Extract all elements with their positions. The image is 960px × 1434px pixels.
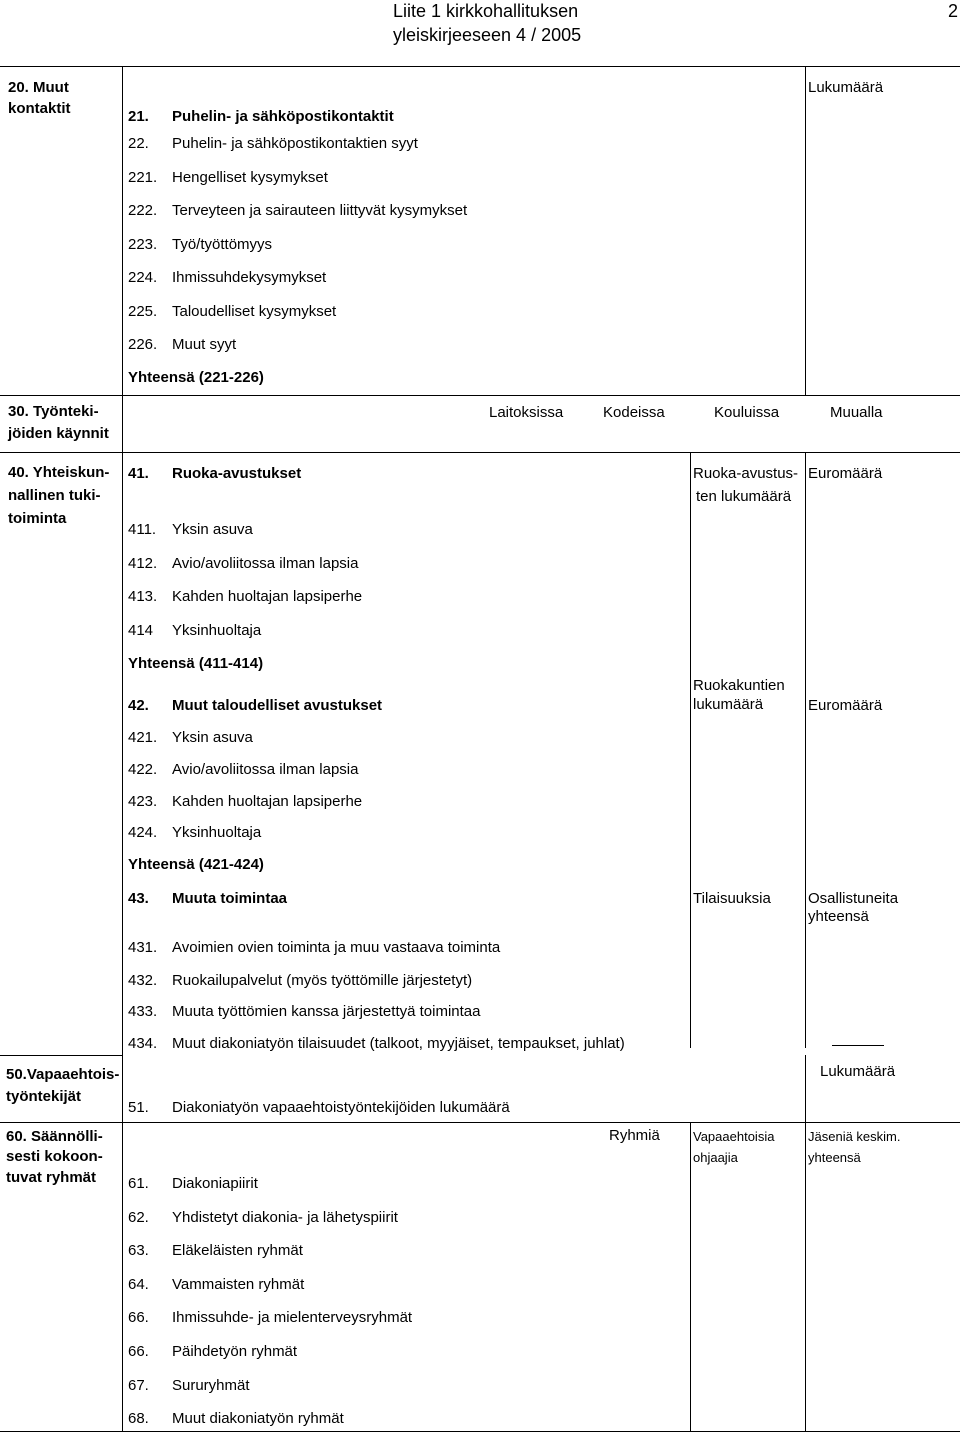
s20-item-text: Puhelin- ja sähköpostikontaktit — [172, 108, 394, 125]
s20-item-num: 224. — [128, 269, 158, 286]
s60-col3-line2: yhteensä — [808, 1150, 861, 1165]
g41-col2: Euromäärä — [808, 465, 883, 482]
g41-item-num: 411. — [128, 521, 157, 538]
s60-col3-line1: Jäseniä keskim. — [808, 1129, 901, 1144]
s20-item-text: Terveyteen ja sairauteen liittyvät kysymykset — [172, 202, 468, 219]
g43-item-num: 434. — [128, 1035, 158, 1052]
s60-col-ryhmia: Ryhmiä — [609, 1127, 660, 1144]
s20-item-num: 225. — [128, 303, 158, 320]
s60-item-text: Yhdistetyt diakonia- ja lähetyspiirit — [172, 1209, 398, 1226]
rule-s40-col1 — [690, 452, 691, 1048]
s60-item-num: 66. — [128, 1309, 149, 1326]
g41-item-num: 413. — [128, 588, 158, 605]
g43-item-text: Ruokailupalvelut (myös työttömille järjestetyt) — [172, 972, 473, 989]
g41-total: Yhteensä (411-414) — [128, 655, 264, 672]
s60-label-2: sesti kokoon- — [6, 1148, 103, 1165]
g43-item-text: Avoimien ovien toiminta ja muu vastaava toiminta — [172, 939, 501, 956]
g41-col1-line2: ten lukumäärä — [696, 488, 792, 505]
g41-num: 41. — [128, 465, 149, 482]
s60-item-num: 62. — [128, 1209, 149, 1226]
s20-item-text: Ihmissuhdekysymykset — [172, 269, 327, 286]
s20-item-num: 21. — [128, 108, 149, 125]
s60-label-3: tuvat ryhmät — [6, 1169, 97, 1186]
s60-item-num: 63. — [128, 1242, 149, 1259]
g41-item-text: Yksinhuoltaja — [172, 622, 262, 639]
rule-s20-count — [805, 66, 806, 395]
s40-label-2: nallinen tuki- — [8, 487, 101, 504]
s20-item-num: 223. — [128, 236, 158, 253]
s20-item-num: 222. — [128, 202, 158, 219]
g43-item-num: 432. — [128, 972, 158, 989]
s30-col-kodeissa: Kodeissa — [603, 404, 665, 421]
g42-total: Yhteensä (421-424) — [128, 856, 264, 873]
s60-item-text: Sururyhmät — [172, 1377, 250, 1394]
header-line-1: Liite 1 kirkkohallituksen — [393, 1, 579, 21]
g43-item-text: Muut diakoniatyön tilaisuudet (talkoot, myyjäiset, tempaukset, juhlat) — [172, 1035, 625, 1052]
s60-item-num: 67. — [128, 1377, 149, 1394]
header-line-2: yleiskirjeeseen 4 / 2005 — [393, 25, 582, 45]
s60-item-text: Päihdetyön ryhmät — [172, 1343, 298, 1360]
s20-item-num: 22. — [128, 135, 149, 152]
rule-s60-col2 — [805, 1122, 806, 1432]
s60-item-num: 61. — [128, 1175, 149, 1192]
s20-label-1: 20. Muut — [8, 79, 69, 96]
g42-item-num: 423. — [128, 793, 158, 810]
s60-item-num: 66. — [128, 1343, 149, 1360]
g42-col1-line1: Ruokakuntien — [693, 677, 785, 694]
s60-item-text: Muut diakoniatyön ryhmät — [172, 1410, 344, 1427]
s60-col2-line1: Vapaaehtoisia — [693, 1129, 775, 1144]
g43-title: Muuta toimintaa — [172, 890, 287, 907]
s30-col-muualla: Muualla — [830, 404, 883, 421]
rule-bottom — [0, 1431, 960, 1432]
g42-title: Muut taloudelliset avustukset — [172, 697, 383, 714]
rule-s40-top — [0, 452, 960, 453]
g43-item-num: 431. — [128, 939, 158, 956]
rule-s60-top — [0, 1122, 960, 1123]
s60-item-num: 68. — [128, 1410, 149, 1427]
s20-item-text: Työ/työttömyys — [172, 236, 273, 253]
s20-item-text: Hengelliset kysymykset — [172, 169, 328, 186]
s20-item-text: Taloudelliset kysymykset — [172, 303, 337, 320]
s50-item-num: 51. — [128, 1099, 149, 1116]
s60-col2-line2: ohjaajia — [693, 1150, 738, 1165]
s50-item-text: Diakoniatyön vapaaehtoistyöntekijöiden lukumäärä — [172, 1099, 510, 1116]
g43-col2-line1: Osallistuneita — [808, 890, 899, 907]
g41-item-text: Kahden huoltajan lapsiperhe — [172, 588, 363, 605]
s20-item-text: Puhelin- ja sähköpostikontaktien syyt — [172, 135, 418, 152]
g42-item-text: Yksinhuoltaja — [172, 824, 262, 841]
s60-item-num: 64. — [128, 1276, 149, 1293]
s30-label-1: 30. Työnteki- — [8, 403, 99, 420]
rule-top — [0, 66, 960, 67]
s20-col-header: Lukumäärä — [808, 79, 884, 96]
g42-item-text: Kahden huoltajan lapsiperhe — [172, 793, 363, 810]
rule-s30-top — [0, 395, 960, 396]
rule-s434-blank — [832, 1045, 884, 1046]
s20-item-text: Muut syyt — [172, 336, 237, 353]
g41-col1-line1: Ruoka-avustus- — [693, 465, 799, 482]
g42-item-num: 422. — [128, 761, 158, 778]
s60-item-text: Diakoniapiirit — [172, 1175, 258, 1192]
s50-label-2: työntekijät — [6, 1088, 82, 1105]
g43-num: 43. — [128, 890, 149, 907]
g42-num: 42. — [128, 697, 149, 714]
g43-col2-line2: yhteensä — [808, 908, 869, 925]
g43-col1: Tilaisuuksia — [693, 890, 771, 907]
s50-col-header: Lukumäärä — [820, 1063, 896, 1080]
rule-left-col — [122, 66, 123, 1432]
s60-label-1: 60. Säännölli- — [6, 1128, 103, 1145]
g42-col2: Euromäärä — [808, 697, 883, 714]
g42-item-num: 421. — [128, 729, 158, 746]
g41-item-num: 414 — [128, 622, 154, 639]
s30-col-laitoksissa: Laitoksissa — [489, 404, 564, 421]
g42-col1-line2: lukumäärä — [693, 696, 764, 713]
page-number: 2 — [948, 1, 959, 21]
rule-s60-col1 — [690, 1122, 691, 1432]
g43-item-num: 433. — [128, 1003, 158, 1020]
g41-item-text: Avio/avoliitossa ilman lapsia — [172, 555, 359, 572]
g42-item-text: Avio/avoliitossa ilman lapsia — [172, 761, 359, 778]
s60-item-text: Ihmissuhde- ja mielenterveysryhmät — [172, 1309, 413, 1326]
g43-item-text: Muuta työttömien kanssa järjestettyä toimintaa — [172, 1003, 481, 1020]
s60-item-text: Vammaisten ryhmät — [172, 1276, 305, 1293]
s20-item-num: 221. — [128, 169, 158, 186]
rule-s40-col2 — [805, 452, 806, 1048]
s50-label-1: 50.Vapaaehtois- — [6, 1066, 120, 1083]
g41-item-text: Yksin asuva — [172, 521, 253, 538]
s40-label-1: 40. Yhteiskun- — [8, 464, 110, 481]
s40-label-3: toiminta — [8, 510, 67, 527]
g42-item-num: 424. — [128, 824, 158, 841]
s20-item-num: 226. — [128, 336, 158, 353]
rule-s50-left — [0, 1055, 122, 1056]
s20-total: Yhteensä (221-226) — [128, 369, 264, 386]
g42-item-text: Yksin asuva — [172, 729, 253, 746]
rule-s50-count — [805, 1055, 806, 1122]
s20-label-2: kontaktit — [8, 100, 71, 117]
g41-item-num: 412. — [128, 555, 158, 572]
s30-col-kouluissa: Kouluissa — [714, 404, 780, 421]
g41-title: Ruoka-avustukset — [172, 465, 302, 482]
s30-label-2: jöiden käynnit — [8, 425, 109, 442]
s60-item-text: Eläkeläisten ryhmät — [172, 1242, 303, 1259]
